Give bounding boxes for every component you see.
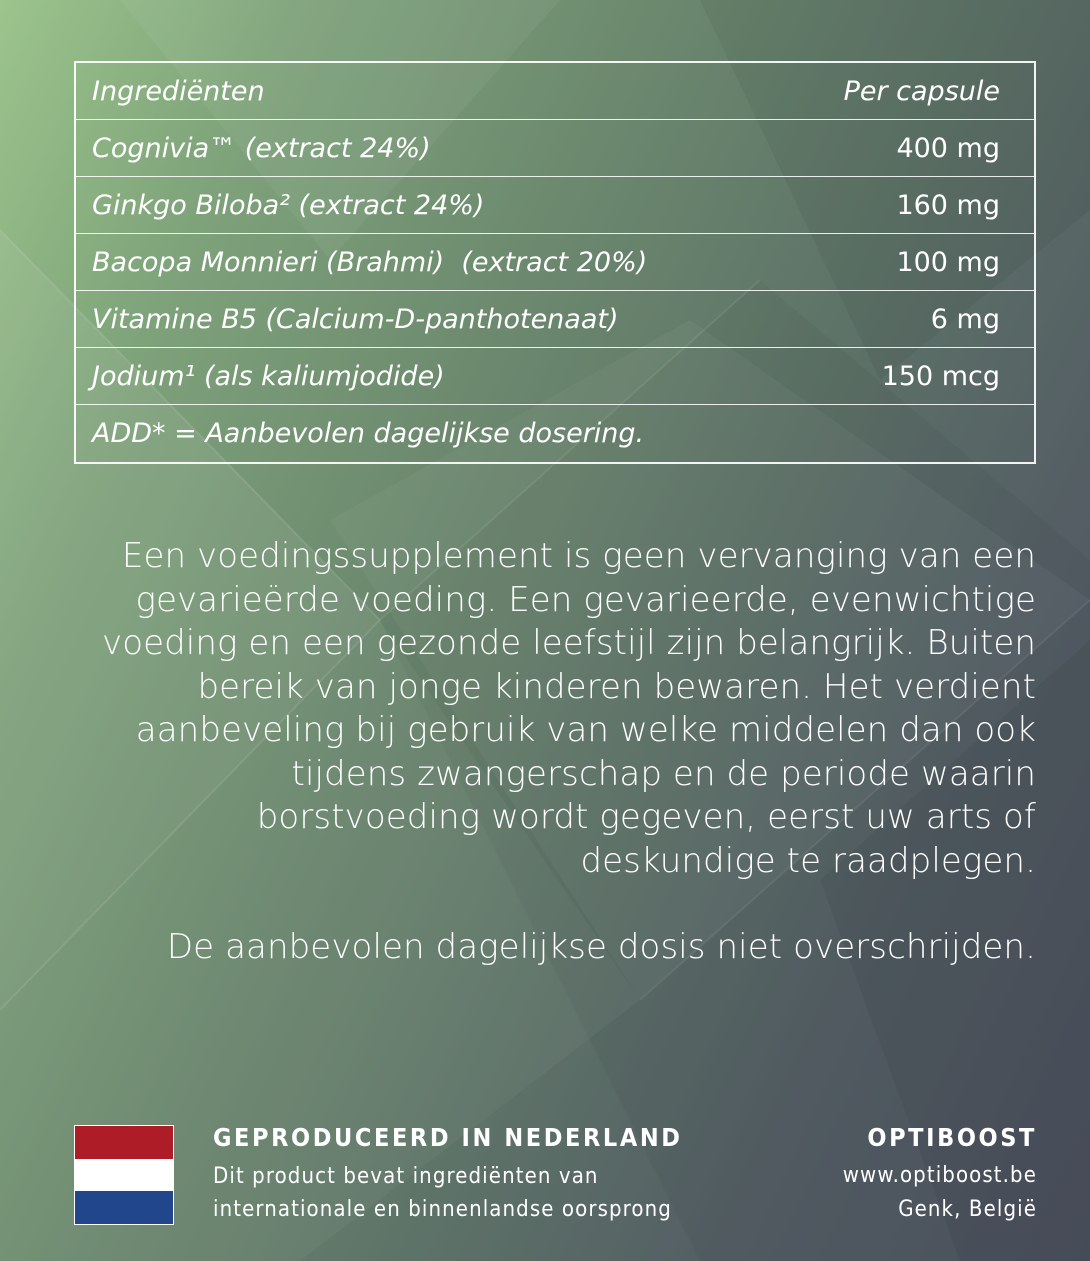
brand-name: OPTIBOOST xyxy=(867,1123,1037,1152)
warning-paragraph xyxy=(56,535,1036,883)
ingredient-name: Jodium¹ (als kaliumjodide) xyxy=(92,360,445,392)
warning-line: Een voedingssupplement is geen vervanging van een xyxy=(121,536,1036,576)
warning-line: bereik van jonge kinderen bewaren. Het verdient xyxy=(197,666,1036,707)
warning-line: tijdens zwangerschap en de periode waarin xyxy=(291,753,1036,794)
table-footnote: ADD* = Aanbevolen dagelijkse dosering. xyxy=(92,418,645,449)
warning-line: deskundige te raadplegen. xyxy=(580,840,1036,881)
ingredient-amount: 100 mg xyxy=(896,246,1000,278)
warning-line: aanbeveling bij gebruik van welke middelen dan ook xyxy=(135,710,1036,750)
brand-block xyxy=(843,1123,1037,1227)
dose-notice: De aanbevolen dagelijkse dosis niet overschrijden. xyxy=(166,927,1036,967)
table-row xyxy=(76,234,1034,291)
table-row xyxy=(76,120,1034,177)
table-row xyxy=(76,291,1034,348)
table-footnote-row xyxy=(76,405,1034,462)
ingredient-name: Vitamine B5 (Calcium-D-panthotenaat) xyxy=(92,303,619,335)
header-per-capsule: Per capsule xyxy=(843,75,1000,107)
table-header-row xyxy=(76,63,1034,120)
warning-line: borstvoeding wordt gegeven, eerst uw arts of xyxy=(256,797,1036,837)
warning-line: voeding en een gezonde leefstijl zijn belangrijk. Buiten xyxy=(101,623,1036,663)
header-ingredients: Ingrediënten xyxy=(92,75,265,107)
origin-desc-line: Dit product bevat ingrediënten van xyxy=(213,1164,599,1189)
table-row xyxy=(76,177,1034,234)
ingredient-name: Cognivia™ (extract 24%) xyxy=(92,132,431,164)
ingredient-amount: 160 mg xyxy=(896,189,1000,221)
ingredient-name: Bacopa Monnieri (Brahmi) (extract 20%) xyxy=(92,246,648,278)
warning-line: gevarieërde voeding. Een gevarieerde, evenwichtige xyxy=(135,579,1036,620)
flag-stripe-white xyxy=(75,1159,173,1192)
origin-block xyxy=(213,1123,683,1226)
ingredient-amount: 6 mg xyxy=(930,303,1000,335)
netherlands-flag-icon xyxy=(74,1125,174,1225)
origin-description xyxy=(213,1160,683,1226)
brand-location: Genk, België xyxy=(898,1197,1037,1222)
ingredients-table xyxy=(74,61,1036,464)
ingredient-name: Ginkgo Biloba² (extract 24%) xyxy=(92,189,485,221)
origin-desc-line: internationale en binnenlandse oorsprong xyxy=(213,1197,672,1222)
flag-stripe-blue xyxy=(75,1191,173,1224)
table-row xyxy=(76,348,1034,405)
ingredient-amount: 400 mg xyxy=(896,132,1000,164)
brand-website[interactable]: www.optiboost.be xyxy=(842,1163,1037,1188)
warning-text xyxy=(56,535,1036,970)
flag-stripe-red xyxy=(75,1126,173,1159)
ingredient-amount: 150 mcg xyxy=(881,360,1000,392)
origin-title: GEPRODUCEERD IN NEDERLAND xyxy=(213,1123,683,1152)
